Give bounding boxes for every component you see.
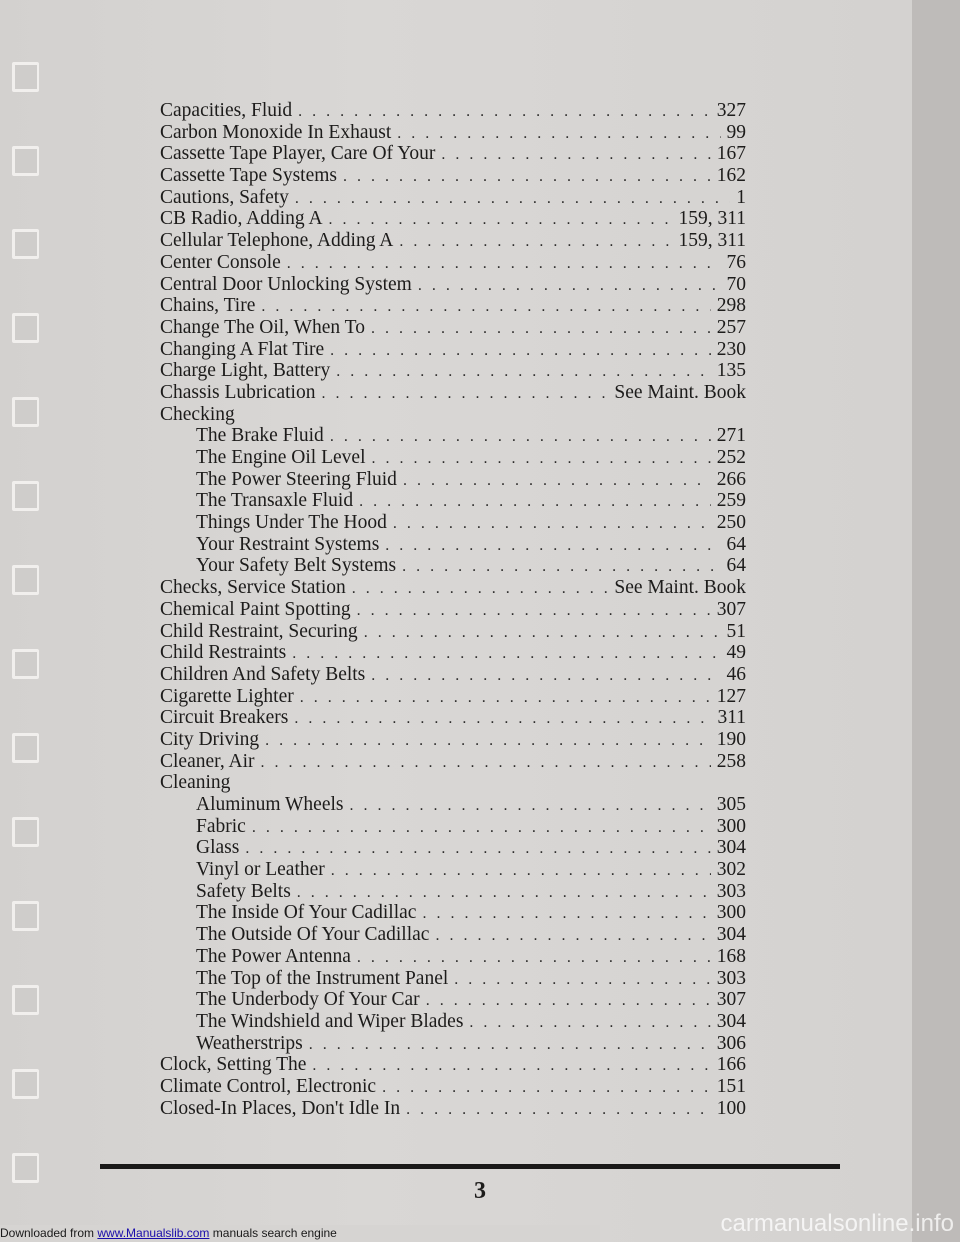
dot-leader xyxy=(371,665,720,687)
entry-label: Cellular Telephone, Adding A xyxy=(160,230,394,252)
entry-page-ref: 252 xyxy=(716,447,746,468)
index-entry xyxy=(160,100,746,122)
entry-page-ref: 168 xyxy=(716,945,746,967)
entry-label: Cleaner, Air xyxy=(160,750,255,772)
entry-page-ref: 162 xyxy=(716,165,746,187)
index-entry xyxy=(160,490,746,512)
index-entry xyxy=(160,924,746,946)
entry-label: Chains, Tire xyxy=(160,295,256,317)
entry-label: Child Restraints xyxy=(160,642,287,664)
entry-label: The Engine Oil Level xyxy=(196,447,366,468)
index-entry xyxy=(160,642,746,664)
dot-leader xyxy=(331,860,711,882)
index-entry xyxy=(160,1011,746,1033)
binder-tab-icon xyxy=(12,397,39,427)
index-entry xyxy=(160,902,746,924)
dot-leader xyxy=(422,903,710,925)
entry-page-ref: 76 xyxy=(726,251,746,273)
entry-label: Center Console xyxy=(160,251,281,273)
dot-leader xyxy=(336,361,711,383)
index-entry xyxy=(160,187,746,209)
binder-tab-icon xyxy=(12,985,39,1015)
dot-leader xyxy=(294,708,711,730)
index-entry xyxy=(160,1033,746,1055)
index-entry xyxy=(160,469,746,491)
page-number: 3 xyxy=(474,1178,486,1204)
binder-tab-icon xyxy=(12,481,39,511)
entry-label: Child Restraint, Securing xyxy=(160,620,358,642)
entry-page-ref: 304 xyxy=(716,1010,746,1032)
binder-tab-icon xyxy=(12,229,39,259)
manualslib-link[interactable]: www.Manualslib.com xyxy=(97,1226,210,1240)
entry-page-ref: See Maint. Book xyxy=(614,577,746,599)
watermark: carmanualsonline.info xyxy=(720,1210,954,1237)
binder-tab-icon xyxy=(12,1069,39,1099)
entry-label: Circuit Breakers xyxy=(160,707,289,729)
entry-label: Chassis Lubrication xyxy=(160,381,316,403)
dot-leader xyxy=(403,470,711,492)
entry-label: Cleaning xyxy=(160,772,231,794)
dot-leader xyxy=(287,253,721,275)
index-entry xyxy=(160,837,746,859)
entry-label: Charge Light, Battery xyxy=(160,360,331,382)
entry-page-ref: 166 xyxy=(716,1054,746,1076)
index-entry xyxy=(160,165,746,187)
index-entry xyxy=(160,143,746,165)
entry-page-ref: 1 xyxy=(736,186,746,208)
entry-page-ref: 64 xyxy=(726,555,746,577)
index-entry xyxy=(160,881,746,903)
entry-page-ref: 303 xyxy=(716,880,746,902)
entry-page-ref: 258 xyxy=(716,750,746,772)
entry-page-ref: 307 xyxy=(716,989,746,1011)
dot-leader xyxy=(397,123,720,145)
dot-leader xyxy=(357,600,711,622)
dot-leader xyxy=(441,144,710,166)
index-entry xyxy=(160,968,746,990)
index-entry xyxy=(160,360,746,382)
entry-label: The Underbody Of Your Car xyxy=(196,989,420,1011)
dot-leader xyxy=(330,426,711,448)
entry-label: Cassette Tape Player, Care Of Your xyxy=(160,143,436,165)
dot-leader xyxy=(364,622,721,644)
dot-leader xyxy=(330,340,711,362)
entry-label: Climate Control, Electronic xyxy=(160,1075,377,1097)
index-entry xyxy=(160,230,746,252)
entry-label: Checking xyxy=(160,403,235,425)
entry-page-ref: 167 xyxy=(716,143,746,165)
dot-leader xyxy=(321,383,608,405)
dot-leader xyxy=(265,730,711,752)
entry-page-ref: 159, 311 xyxy=(678,230,746,252)
entry-label: Central Door Unlocking System xyxy=(160,273,412,295)
entry-page-ref: 230 xyxy=(716,338,746,360)
entry-page-ref: 250 xyxy=(716,512,746,534)
entry-label: Your Safety Belt Systems xyxy=(196,555,397,577)
index-entry xyxy=(160,122,746,144)
entry-page-ref: 300 xyxy=(716,815,746,837)
entry-page-ref: 100 xyxy=(716,1097,746,1119)
dot-leader xyxy=(297,882,711,904)
dot-leader xyxy=(352,578,609,600)
dot-leader xyxy=(454,969,710,991)
entry-page-ref: 304 xyxy=(716,924,746,946)
entry-page-ref: 327 xyxy=(716,100,746,121)
entry-label: The Power Antenna xyxy=(196,945,351,967)
binder-tab-icon xyxy=(12,146,39,176)
dot-leader xyxy=(371,318,711,340)
dot-leader xyxy=(469,1012,710,1034)
entry-page-ref: 303 xyxy=(716,967,746,989)
footer-rule xyxy=(100,1164,840,1169)
index-entry xyxy=(160,1054,746,1076)
dot-leader xyxy=(393,513,711,535)
entry-label: Capacities, Fluid xyxy=(160,100,293,121)
index-entry xyxy=(160,555,746,577)
entry-label: Safety Belts xyxy=(196,880,291,902)
entry-label: The Top of the Instrument Panel xyxy=(196,967,449,989)
dot-leader xyxy=(292,643,720,665)
entry-label: Children And Safety Belts xyxy=(160,663,366,685)
entry-label: Cassette Tape Systems xyxy=(160,165,338,187)
index-entry xyxy=(160,816,746,838)
dot-leader xyxy=(350,795,711,817)
dot-leader xyxy=(261,752,711,774)
entry-label: Cautions, Safety xyxy=(160,186,289,208)
entry-label: Carbon Monoxide In Exhaust xyxy=(160,121,392,143)
entry-label: Changing A Flat Tire xyxy=(160,338,325,360)
index-entry xyxy=(160,295,746,317)
dot-leader xyxy=(371,448,710,470)
binder-tab-icon xyxy=(12,901,39,931)
entry-label: The Brake Fluid xyxy=(196,425,324,447)
index-entry xyxy=(160,447,746,469)
entry-page-ref: 49 xyxy=(726,642,746,664)
index-entry xyxy=(160,621,746,643)
entry-page-ref: 135 xyxy=(716,360,746,382)
dot-leader xyxy=(406,1099,711,1121)
entry-label: Chemical Paint Spotting xyxy=(160,598,351,620)
index-entry xyxy=(160,208,746,230)
index-entry xyxy=(160,534,746,556)
dot-leader xyxy=(309,1034,711,1056)
dot-leader xyxy=(357,947,711,969)
footer-prefix: Downloaded from xyxy=(0,1226,98,1240)
entry-label: Things Under The Hood xyxy=(196,512,387,534)
entry-page-ref: 257 xyxy=(716,316,746,338)
index-entry xyxy=(160,1098,746,1120)
index-entry xyxy=(160,339,746,361)
entry-page-ref: 99 xyxy=(726,121,746,143)
entry-label: The Transaxle Fluid xyxy=(196,490,354,512)
dot-leader xyxy=(399,231,672,253)
entry-page-ref: 259 xyxy=(716,490,746,512)
dot-leader xyxy=(418,275,721,297)
entry-page-ref: 159, 311 xyxy=(678,208,746,230)
dot-leader xyxy=(382,1077,711,1099)
index-entry xyxy=(160,729,746,751)
index-entry xyxy=(160,946,746,968)
index-entry xyxy=(160,317,746,339)
entry-label: Vinyl or Leather xyxy=(196,859,325,881)
index-entry xyxy=(160,274,746,296)
binder-tab-icon xyxy=(12,817,39,847)
entry-label: Weatherstrips xyxy=(196,1032,303,1054)
index-entry xyxy=(160,404,746,426)
entry-label: CB Radio, Adding A xyxy=(160,208,323,230)
entry-page-ref: 64 xyxy=(726,533,746,555)
entry-page-ref: 151 xyxy=(716,1075,746,1097)
dot-leader xyxy=(252,817,711,839)
binder-tab-icon xyxy=(12,565,39,595)
entry-page-ref: 311 xyxy=(717,707,746,729)
binder-tab-icon xyxy=(12,649,39,679)
index-entry xyxy=(160,664,746,686)
binder-tab-icon xyxy=(12,62,39,92)
entry-page-ref: 190 xyxy=(716,728,746,750)
entry-label: Your Restraint Systems xyxy=(196,533,380,555)
index-entry xyxy=(160,772,746,794)
dot-leader xyxy=(298,101,711,123)
entry-page-ref: 302 xyxy=(716,859,746,881)
index-entry xyxy=(160,686,746,708)
entry-page-ref: 51 xyxy=(726,620,746,642)
index-entry xyxy=(160,707,746,729)
entry-label: Clock, Setting The xyxy=(160,1054,307,1076)
index-entry xyxy=(160,425,746,447)
entry-page-ref: 70 xyxy=(726,273,746,295)
entry-label: Change The Oil, When To xyxy=(160,316,365,338)
binder-tab-icon xyxy=(12,313,39,343)
binder-tabs xyxy=(0,0,60,1242)
dot-leader xyxy=(295,188,730,210)
dot-leader xyxy=(426,990,711,1012)
entry-page-ref: 304 xyxy=(716,837,746,859)
entry-label: The Windshield and Wiper Blades xyxy=(196,1010,464,1032)
entry-label: Fabric xyxy=(196,815,246,837)
entry-label: The Outside Of Your Cadillac xyxy=(196,924,430,946)
download-footer xyxy=(0,1225,600,1242)
entry-page-ref: 307 xyxy=(716,598,746,620)
dot-leader xyxy=(245,838,710,860)
entry-page-ref: 306 xyxy=(716,1032,746,1054)
entry-label: The Inside Of Your Cadillac xyxy=(196,902,417,924)
dot-leader xyxy=(312,1055,710,1077)
entry-page-ref: See Maint. Book xyxy=(614,381,746,403)
index-entry xyxy=(160,1076,746,1098)
entry-label: City Driving xyxy=(160,728,260,750)
entry-label: Glass xyxy=(196,837,240,859)
entry-page-ref: 271 xyxy=(716,425,746,447)
dot-leader xyxy=(300,687,711,709)
footer-suffix: manuals search engine xyxy=(209,1226,337,1240)
entry-page-ref: 298 xyxy=(716,295,746,317)
binder-tab-icon xyxy=(12,733,39,763)
entry-page-ref: 127 xyxy=(716,685,746,707)
dot-leader xyxy=(329,209,673,231)
entry-label: Aluminum Wheels xyxy=(196,794,344,815)
entry-label: Closed-In Places, Don't Idle In xyxy=(160,1097,401,1119)
dot-leader xyxy=(402,556,720,578)
index-entry xyxy=(160,512,746,534)
entry-page-ref: 305 xyxy=(716,794,746,815)
index-entry xyxy=(160,252,746,274)
index-entry xyxy=(160,599,746,621)
index-entry xyxy=(160,577,746,599)
entry-page-ref: 46 xyxy=(726,663,746,685)
dot-leader xyxy=(343,166,711,188)
index-entry xyxy=(160,859,746,881)
dot-leader xyxy=(435,925,710,947)
entry-label: The Power Steering Fluid xyxy=(196,468,397,490)
entry-label: Checks, Service Station xyxy=(160,577,346,599)
entry-page-ref: 266 xyxy=(716,468,746,490)
dot-leader xyxy=(385,535,720,557)
entry-page-ref: 300 xyxy=(716,902,746,924)
index-entry xyxy=(160,989,746,1011)
index-entry xyxy=(160,751,746,773)
index-entry xyxy=(160,794,746,816)
index-entry xyxy=(160,382,746,404)
dot-leader xyxy=(261,296,710,318)
page-edge-strip xyxy=(912,0,960,1242)
index-list xyxy=(160,100,746,1119)
entry-label: Cigarette Lighter xyxy=(160,685,294,707)
dot-leader xyxy=(359,491,711,513)
